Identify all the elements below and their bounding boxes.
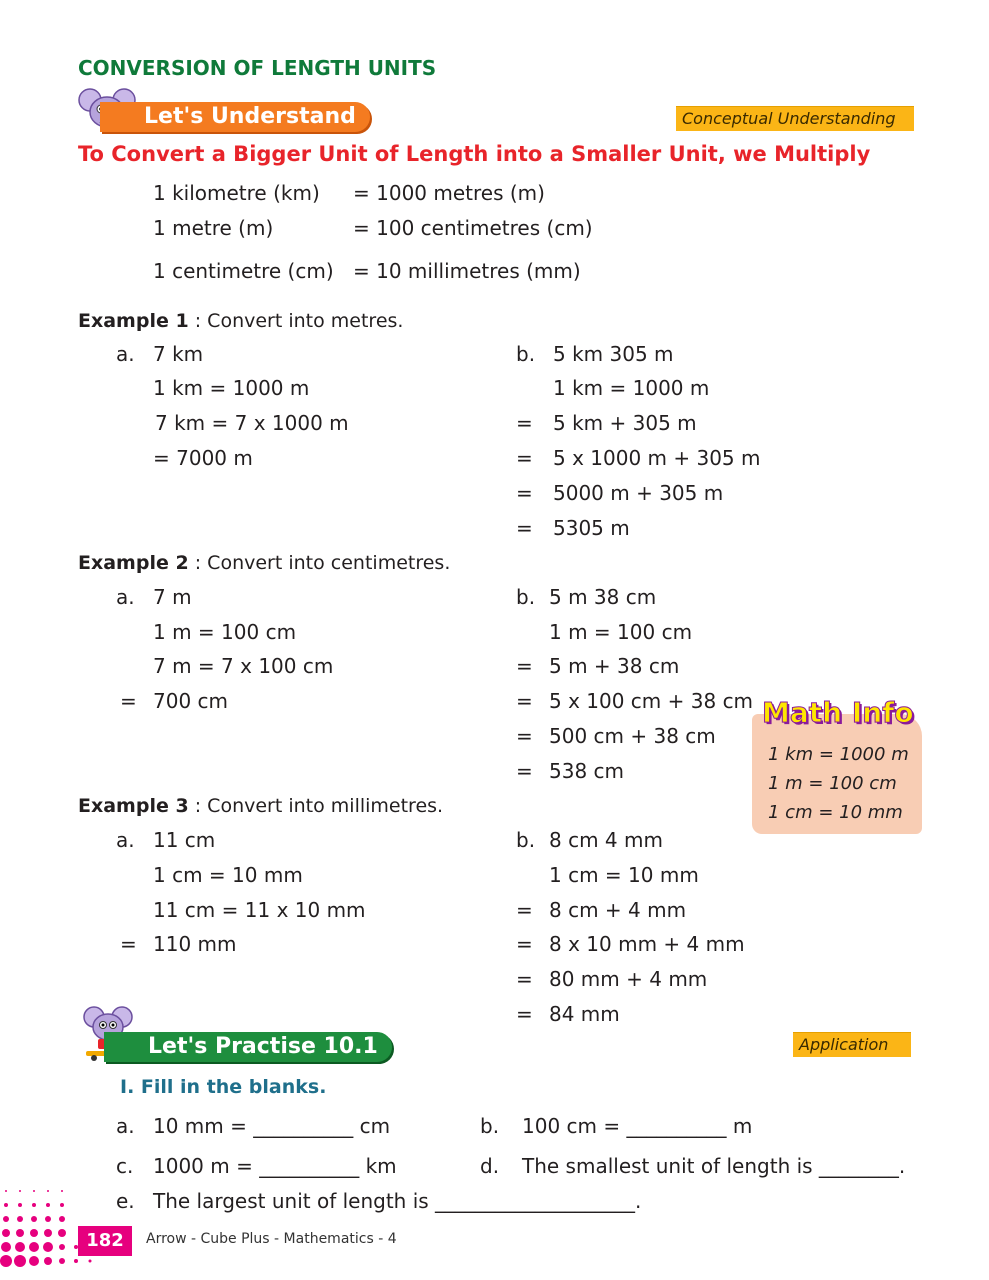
page-number: 182 (78, 1226, 132, 1256)
example-1b-step-2: 5 x 1000 m + 305 m (553, 446, 761, 470)
example-1b-title: 5 km 305 m (553, 342, 674, 366)
example-1a-given: 1 km = 1000 m (153, 376, 310, 400)
exercise-label: I. Fill in the blanks. (120, 1076, 327, 1098)
equals-sign: = (516, 481, 533, 505)
example-1-title: Example 1 : Convert into metres. (78, 310, 404, 332)
math-info-line-1: 1 km = 1000 m (768, 744, 909, 765)
example-3b-step-1: 8 cm + 4 mm (549, 898, 687, 922)
example-2a-step: 7 m = 7 x 100 cm (153, 654, 334, 678)
equals-sign: = (516, 932, 533, 956)
equals-sign: = (120, 932, 137, 956)
equals-sign: = (516, 1002, 533, 1026)
example-2a-result: 700 cm (153, 689, 229, 713)
conceptual-understanding-tag: Conceptual Understanding (676, 106, 914, 131)
math-info-line-3: 1 cm = 10 mm (768, 802, 903, 823)
example-2b-step-1: 5 m + 38 cm (549, 654, 680, 678)
example-1a-title: 7 km (153, 342, 204, 366)
conversion-right-2: = 100 centimetres (cm) (353, 216, 593, 240)
example-3a-title: 11 cm (153, 828, 216, 852)
example-2b-given: 1 m = 100 cm (549, 620, 693, 644)
example-2a-marker: a. (116, 585, 135, 609)
equals-sign: = (516, 654, 533, 678)
equals-sign: = (516, 446, 533, 470)
example-3b-given: 1 cm = 10 mm (549, 863, 699, 887)
conversion-right-3: = 10 millimetres (mm) (353, 259, 581, 283)
example-3b-title: 8 cm 4 mm (549, 828, 663, 852)
lets-understand-banner: Let's Understand (100, 102, 370, 132)
example-2a-title: 7 m (153, 585, 192, 609)
example-2b-marker: b. (516, 585, 536, 609)
exercise-item-a-marker: a. (116, 1114, 135, 1138)
conversion-left-1: 1 kilometre (km) (153, 181, 320, 205)
example-1b-marker: b. (516, 342, 536, 366)
conversion-right-1: = 1000 metres (m) (353, 181, 545, 205)
exercise-item-d: The smallest unit of length is ________. (522, 1154, 906, 1178)
equals-sign: = (120, 689, 137, 713)
example-3-title: Example 3 : Convert into millimetres. (78, 795, 444, 817)
example-3b-step-2: 8 x 10 mm + 4 mm (549, 932, 745, 956)
exercise-item-b-marker: b. (480, 1114, 500, 1138)
conversion-left-3: 1 centimetre (cm) (153, 259, 334, 283)
math-info-title: Math Info (762, 696, 914, 729)
example-2b-step-2: 5 x 100 cm + 38 cm (549, 689, 754, 713)
example-1a-result: = 7000 m (153, 446, 253, 470)
main-heading: To Convert a Bigger Unit of Length into a Smaller Unit, we Multiply (78, 142, 871, 166)
equals-sign: = (516, 759, 533, 783)
exercise-item-c-marker: c. (116, 1154, 134, 1178)
equals-sign: = (516, 724, 533, 748)
lets-practise-banner: Let's Practise 10.1 (104, 1032, 392, 1062)
exercise-item-e-marker: e. (116, 1189, 135, 1213)
example-2b-step-3: 500 cm + 38 cm (549, 724, 716, 748)
equals-sign: = (516, 411, 533, 435)
example-2b-title: 5 m 38 cm (549, 585, 657, 609)
equals-sign: = (516, 898, 533, 922)
math-info-line-2: 1 m = 100 cm (768, 773, 897, 794)
example-3b-marker: b. (516, 828, 536, 852)
example-3b-step-3: 80 mm + 4 mm (549, 967, 708, 991)
equals-sign: = (516, 689, 533, 713)
example-3a-given: 1 cm = 10 mm (153, 863, 303, 887)
application-tag: Application (793, 1032, 911, 1057)
example-1b-given: 1 km = 1000 m (553, 376, 710, 400)
example-3b-result: 84 mm (549, 1002, 620, 1026)
equals-sign: = (516, 516, 533, 540)
exercise-item-d-marker: d. (480, 1154, 500, 1178)
example-1b-step-1: 5 km + 305 m (553, 411, 697, 435)
example-3a-result: 110 mm (153, 932, 237, 956)
exercise-item-b: 100 cm = __________ m (522, 1114, 753, 1138)
example-1a-marker: a. (116, 342, 135, 366)
example-3a-step: 11 cm = 11 x 10 mm (153, 898, 366, 922)
example-2a-given: 1 m = 100 cm (153, 620, 297, 644)
example-1a-step: 7 km = 7 x 1000 m (155, 411, 349, 435)
footer-title: Arrow - Cube Plus - Mathematics - 4 (146, 1231, 397, 1247)
exercise-item-c: 1000 m = __________ km (153, 1154, 397, 1178)
example-1b-step-3: 5000 m + 305 m (553, 481, 724, 505)
section-title: CONVERSION OF LENGTH UNITS (78, 56, 437, 80)
example-2-title: Example 2 : Convert into centimetres. (78, 552, 451, 574)
example-2b-result: 538 cm (549, 759, 625, 783)
conversion-left-2: 1 metre (m) (153, 216, 274, 240)
exercise-item-e: The largest unit of length is ____________________. (153, 1189, 642, 1213)
example-1b-result: 5305 m (553, 516, 630, 540)
exercise-item-a: 10 mm = __________ cm (153, 1114, 391, 1138)
example-3a-marker: a. (116, 828, 135, 852)
equals-sign: = (516, 967, 533, 991)
